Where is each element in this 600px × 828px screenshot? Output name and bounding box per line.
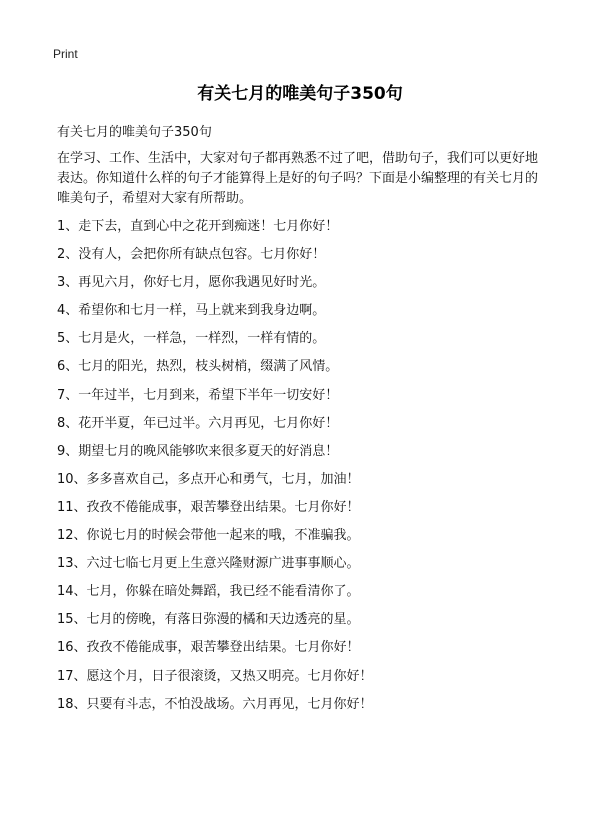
list-item: 16、孜孜不倦能成事，艰苦攀登出结果。七月你好！ <box>57 640 360 656</box>
page-title: 有关七月的唯美句子350句 <box>197 84 403 104</box>
intro-paragraph: 在学习、工作、生活中，大家对句子都再熟悉不过了吧，借助句子，我们可以更好地表达。你知道什么样的句子才能算得上是好的句子吗？下面是小编整理的有关七月的唯美句子，希望对大家有所帮助。 <box>57 151 539 206</box>
list-item: 3、再见六月，你好七月，愿你我遇见好时光。 <box>57 275 326 291</box>
list-item: 1、走下去，直到心中之花开到痴迷！七月你好！ <box>57 219 339 234</box>
list-item: 7、一年过半，七月到来，希望下半年一切安好！ <box>57 387 339 403</box>
print-link[interactable]: Print <box>53 47 78 61</box>
sentence-list <box>57 218 557 724</box>
list-item: 9、期望七月的晚风能够吹来很多夏天的好消息！ <box>57 443 339 459</box>
list-item: 15、七月的傍晚，有落日弥漫的橘和天边透亮的星。 <box>57 612 360 628</box>
article-subtitle: 有关七月的唯美句子350句 <box>57 125 212 140</box>
list-item: 12、你说七月的时候会带他一起来的哦，不准骗我。 <box>57 528 360 544</box>
list-item: 2、没有人，会把你所有缺点包容。七月你好！ <box>57 247 326 263</box>
list-item: 8、花开半夏，年已过半。六月再见，七月你好！ <box>57 415 339 431</box>
list-item: 13、六过七临七月更上生意兴隆财源广进事事顺心。 <box>57 556 360 572</box>
list-item: 18、只要有斗志，不怕没战场。六月再见，七月你好！ <box>57 696 373 712</box>
list-item: 10、多多喜欢自己，多点开心和勇气，七月，加油！ <box>57 471 360 487</box>
list-item: 11、孜孜不倦能成事，艰苦攀登出结果。七月你好！ <box>57 499 360 515</box>
list-item: 5、七月是火，一样急，一样烈，一样有情的。 <box>57 331 326 347</box>
list-item: 14、七月，你躲在暗处舞蹈，我已经不能看清你了。 <box>57 584 360 600</box>
list-item: 17、愿这个月，日子很滚烫，又热又明亮。七月你好！ <box>57 668 373 684</box>
list-item: 6、七月的阳光，热烈，枝头树梢，缀满了风情。 <box>57 359 339 375</box>
list-item: 4、希望你和七月一样，马上就来到我身边啊。 <box>57 303 326 319</box>
